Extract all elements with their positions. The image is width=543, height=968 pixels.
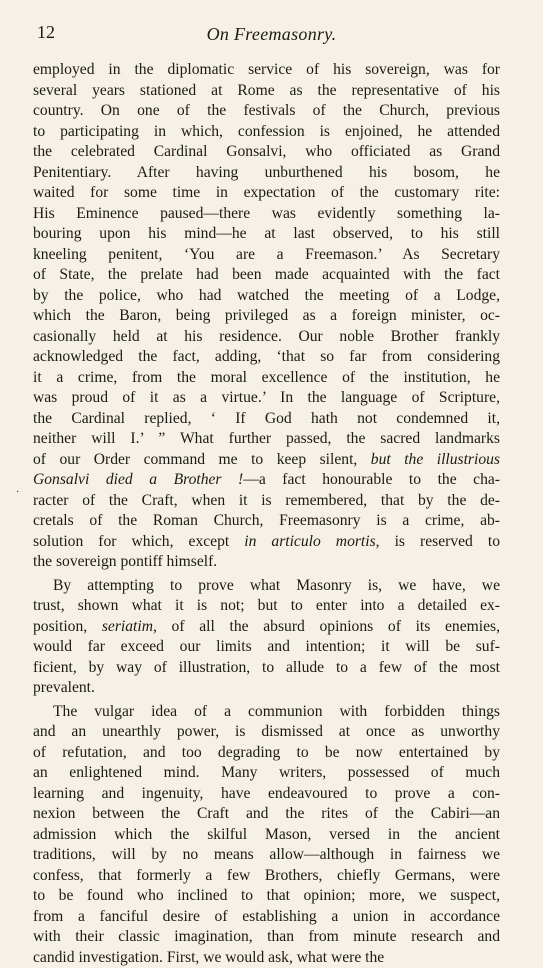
text-line: was proud of it as a virtue.’ In the language of Scripture, xyxy=(33,388,500,409)
text-line: candid investigation. First, we would ask, what were the xyxy=(33,948,500,968)
text-line: By attempting to prove what Masonry is, we have, we xyxy=(33,576,500,597)
text-line: traditions, will by no means allow—although in fairness we xyxy=(33,845,500,866)
text-line: racter of the Craft, when it is remembered, that by the de- xyxy=(33,491,500,512)
text-line: confess, that formerly a few Brothers, chiefly Germans, were xyxy=(33,866,500,887)
text-line: it a crime, from the moral excellence of the institution, he xyxy=(33,368,500,389)
text-line: solution for which, except in articulo mortis, is reserved to xyxy=(33,532,500,553)
text-line: nexion between the Craft and the rites of the Cabiri—an xyxy=(33,804,500,825)
text-line: to be found who inclined to that opinion; more, we suspect, xyxy=(33,886,500,907)
text-line: country. On one of the festivals of the Church, previous xyxy=(33,101,500,122)
text-line: from a fanciful desire of establishing a union in accordance xyxy=(33,907,500,928)
text-line: an enlightened mind. Many writers, possessed of much xyxy=(33,763,500,784)
text-line: with their classic imagination, than from minute research and xyxy=(33,927,500,948)
text-line: and an unearthly power, is dismissed at once as unworthy xyxy=(33,722,500,743)
text-line: the Cardinal replied, ‘ If God hath not condemned it, xyxy=(33,409,500,430)
paragraph xyxy=(33,60,500,573)
text-line: position, seriatim, of all the absurd opinions of its enemies, xyxy=(33,617,500,638)
text-line: of refutation, and too degrading to be now entertained by xyxy=(33,743,500,764)
text-line: which the Baron, being privileged as a foreign minister, oc- xyxy=(33,306,500,327)
text-line: bouring upon his mind—he at last observed, to his still xyxy=(33,224,500,245)
text-line: the sovereign pontiff himself. xyxy=(33,552,500,573)
text-line: of our Order command me to keep silent, but the illustrious xyxy=(33,450,500,471)
text-line: His Eminence paused—there was evidently something la- xyxy=(33,204,500,225)
margin-mark: · xyxy=(16,487,19,498)
text-line: waited for some time in expectation of the customary rite: xyxy=(33,183,500,204)
text-line: kneeling penitent, ‘You are a Freemason.’ As Secretary xyxy=(33,245,500,266)
running-title: On Freemasonry. xyxy=(0,24,543,45)
text-line: to participating in which, confession is enjoined, he attended xyxy=(33,122,500,143)
body-text xyxy=(33,60,500,968)
page-header xyxy=(0,22,543,48)
text-line: prevalent. xyxy=(33,678,500,699)
text-line: employed in the diplomatic service of his sovereign, was for xyxy=(33,60,500,81)
text-line: Penitentiary. After having unburthened his bosom, he xyxy=(33,163,500,184)
text-line: The vulgar idea of a communion with forbidden things xyxy=(33,702,500,723)
text-line: learning and ingenuity, have endeavoured to prove a con- xyxy=(33,784,500,805)
text-line: trust, shown what it is not; but to enter into a detailed ex- xyxy=(33,596,500,617)
text-line: acknowledged the fact, adding, ‘that so far from considering xyxy=(33,347,500,368)
text-line: ficient, by way of illustration, to allude to a few of the most xyxy=(33,658,500,679)
text-line: by the police, who had watched the meeting of a Lodge, xyxy=(33,286,500,307)
text-line: of State, the prelate had been made acquainted with the fact xyxy=(33,265,500,286)
text-line: casionally held at his residence. Our noble Brother frankly xyxy=(33,327,500,348)
paragraph xyxy=(33,702,500,968)
page-number: 12 xyxy=(37,22,55,43)
text-line: neither will I.’ ” What further passed, the sacred landmarks xyxy=(33,429,500,450)
text-line: the celebrated Cardinal Gonsalvi, who officiated as Grand xyxy=(33,142,500,163)
text-line: several years stationed at Rome as the representative of his xyxy=(33,81,500,102)
text-line: Gonsalvi died a Brother !—a fact honourable to the cha- xyxy=(33,470,500,491)
text-line: would far exceed our limits and intention; it will be suf- xyxy=(33,637,500,658)
text-line: cretals of the Roman Church, Freemasonry is a crime, ab- xyxy=(33,511,500,532)
text-line: admission which the skilful Mason, versed in the ancient xyxy=(33,825,500,846)
paragraph xyxy=(33,576,500,699)
